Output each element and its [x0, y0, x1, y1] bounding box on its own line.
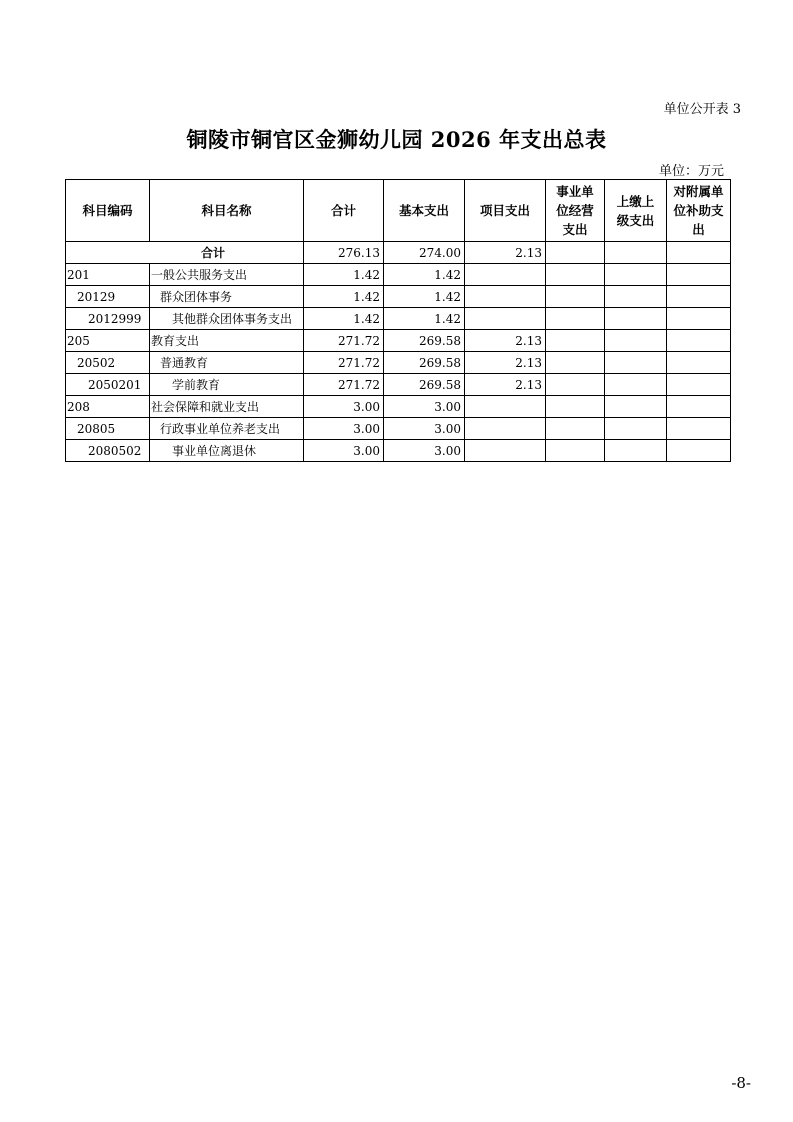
cell-code: 20805 [66, 418, 150, 440]
expenditure-table [65, 179, 731, 462]
table-row [66, 330, 731, 352]
table-total-row [66, 242, 731, 264]
cell-operation [546, 286, 605, 308]
cell-total: 1.42 [304, 264, 384, 286]
cell-total: 1.42 [304, 308, 384, 330]
cell-upper [605, 374, 667, 396]
cell-basic: 269.58 [384, 374, 465, 396]
cell-project: 2.13 [465, 352, 546, 374]
cell-basic: 269.58 [384, 330, 465, 352]
cell-upper [605, 352, 667, 374]
table-row [66, 308, 731, 330]
cell-name: 教育支出 [150, 330, 304, 352]
cell-name: 普通教育 [150, 352, 304, 374]
cell-upper [605, 330, 667, 352]
cell-code: 205 [66, 330, 150, 352]
cell-name: 行政事业单位养老支出 [150, 418, 304, 440]
col-header-name: 科目名称 [150, 180, 304, 242]
cell-operation [546, 330, 605, 352]
cell-operation [546, 396, 605, 418]
cell-basic: 1.42 [384, 308, 465, 330]
cell-upper [605, 440, 667, 462]
table-row [66, 374, 731, 396]
cell-code: 2080502 [66, 440, 150, 462]
cell-operation [546, 264, 605, 286]
unit-label: 单位：万元 [658, 164, 724, 179]
cell-total: 3.00 [304, 418, 384, 440]
col-header-total: 合计 [304, 180, 384, 242]
total-cell-total: 276.13 [304, 242, 384, 264]
cell-basic: 1.42 [384, 286, 465, 308]
cell-upper [605, 308, 667, 330]
cell-project [465, 264, 546, 286]
total-cell-basic: 274.00 [384, 242, 465, 264]
cell-total: 3.00 [304, 440, 384, 462]
cell-operation [546, 374, 605, 396]
col-header-code: 科目编码 [66, 180, 150, 242]
cell-project [465, 418, 546, 440]
table-row [66, 396, 731, 418]
cell-project: 2.13 [465, 374, 546, 396]
cell-project [465, 396, 546, 418]
table-row [66, 352, 731, 374]
cell-upper [605, 396, 667, 418]
page-title: 铜陵市铜官区金狮幼儿园 2026 年支出总表 [186, 127, 607, 152]
cell-subsidy [667, 418, 731, 440]
cell-subsidy [667, 264, 731, 286]
cell-subsidy [667, 352, 731, 374]
cell-name: 学前教育 [150, 374, 304, 396]
col-header-project: 项目支出 [465, 180, 546, 242]
cell-project [465, 308, 546, 330]
cell-operation [546, 352, 605, 374]
cell-upper [605, 286, 667, 308]
cell-code: 2050201 [66, 374, 150, 396]
cell-name: 群众团体事务 [150, 286, 304, 308]
col-header-subsidy: 对附属单位补助支出 [667, 180, 731, 242]
cell-project: 2.13 [465, 330, 546, 352]
cell-code: 201 [66, 264, 150, 286]
cell-subsidy [667, 330, 731, 352]
cell-name: 其他群众团体事务支出 [150, 308, 304, 330]
total-cell-project: 2.13 [465, 242, 546, 264]
cell-basic: 1.42 [384, 264, 465, 286]
cell-name: 社会保障和就业支出 [150, 396, 304, 418]
cell-total: 271.72 [304, 374, 384, 396]
cell-code: 20502 [66, 352, 150, 374]
cell-operation [546, 440, 605, 462]
cell-upper [605, 264, 667, 286]
table-row [66, 264, 731, 286]
cell-name: 一般公共服务支出 [150, 264, 304, 286]
table-row [66, 418, 731, 440]
cell-project [465, 440, 546, 462]
cell-total: 271.72 [304, 352, 384, 374]
cell-operation [546, 308, 605, 330]
table-header-row [66, 180, 731, 242]
cell-subsidy [667, 374, 731, 396]
cell-basic: 3.00 [384, 440, 465, 462]
cell-subsidy [667, 286, 731, 308]
cell-total: 1.42 [304, 286, 384, 308]
table-id: 单位公开表 3 [663, 102, 741, 117]
col-header-basic: 基本支出 [384, 180, 465, 242]
cell-total: 3.00 [304, 396, 384, 418]
cell-code: 2012999 [66, 308, 150, 330]
cell-subsidy [667, 440, 731, 462]
total-cell-operation [546, 242, 605, 264]
total-cell-subsidy [667, 242, 731, 264]
cell-name: 事业单位离退休 [150, 440, 304, 462]
col-header-upper: 上缴上级支出 [605, 180, 667, 242]
cell-basic: 3.00 [384, 396, 465, 418]
total-cell-upper [605, 242, 667, 264]
cell-basic: 269.58 [384, 352, 465, 374]
cell-code: 20129 [66, 286, 150, 308]
cell-operation [546, 418, 605, 440]
cell-project [465, 286, 546, 308]
col-header-operation: 事业单位经营支出 [546, 180, 605, 242]
cell-code: 208 [66, 396, 150, 418]
cell-subsidy [667, 396, 731, 418]
cell-upper [605, 418, 667, 440]
total-label: 合计 [66, 242, 304, 264]
table-row [66, 440, 731, 462]
cell-basic: 3.00 [384, 418, 465, 440]
page-number: -8- [731, 1074, 751, 1092]
table-row [66, 286, 731, 308]
cell-total: 271.72 [304, 330, 384, 352]
cell-subsidy [667, 308, 731, 330]
